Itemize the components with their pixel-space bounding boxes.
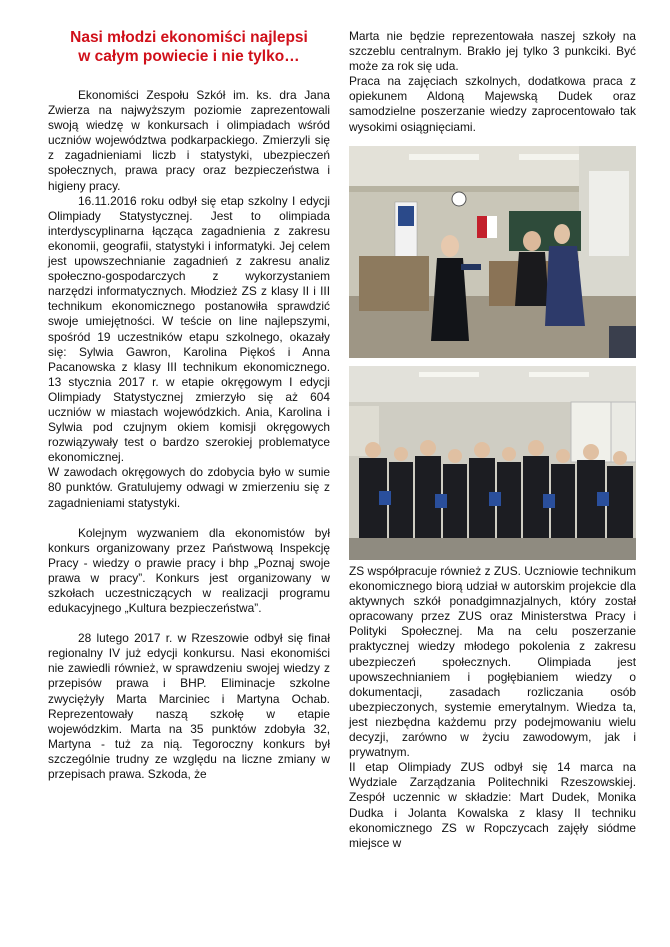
paragraph-zus-olympiad: II etap Olimpiady ZUS odbył się 14 marca na Wydziale Zarządzania Politechniki Rzeszowskiej. Zespół uczennic w składzie: Mart Dudek, Monika Dudka i Jolanta Kowalska z klasy II techniku ekonomicznego ZS w Ropczycach zajęły siódme miejsce w	[349, 760, 636, 850]
paragraph-regional-final: 28 lutego 2017 r. w Rzeszowie odbył się finał regionalny IV już edycji konkursu. Nasi ekonomiści nie zawiedli również, w sprawdzeniu swojej wiedzy z przepisów prawa i BHP. Eliminacje szkolne zwyciężyły Marta Marciniec i Martyna Ochab. Reprezentowały naszą szkołę w etapie wojewódzkim. Marta na 35 punktów zdobyła 32, Martyna - tuż za nią. Tegoroczny konkurs był szczególnie trudny ze względu na liczne zmiany w przepisach prawa. Szkoda, że	[48, 631, 330, 782]
paragraph-district-stage: W zawodach okręgowych do zdobycia było w sumie 80 punktów. Gratulujemy odwagi w zmierzeniu się z zagadnieniami statystyki.	[48, 465, 330, 510]
right-column-top	[349, 29, 636, 135]
photo-group	[349, 366, 636, 560]
article-title	[48, 28, 330, 66]
paragraph-achievements: Praca na zajęciach szkolnych, dodatkowa praca z opiekunem Aldoną Majewską Dudek oraz samodzielne poszerzanie wiedzy zaprocentowało tak wysokimi osiągnięciami.	[349, 74, 636, 134]
paragraph-marta: Marta nie będzie reprezentowała naszej szkoły na szczeblu centralnym. Brakło jej tylko 3 punkciki. Być może za rok się uda.	[349, 29, 636, 74]
left-column	[48, 88, 330, 782]
paragraph-zus: ZS współpracuje również z ZUS. Uczniowie technikum ekonomicznego biorą udział w autorskim projekcie dla aktywnych szkół ponadgimnazjalnych, który został opracowany przez ZUS oraz Ministerstwa Pracy i Polityki Społecznej. Ma na celu poszerzanie praktycznej wiedzy młodego pokolenia z zakresu ubezpieczeń społecznych. Olimpiada jest upowszechnianiem i pogłębianiem wiedzy o dokumentacji, zasadach rozliczania osób ubezpieczonych, systemie emerytalnym. Wiedza ta, jest niezbędna każdemu przy podejmowaniu wielu decyzji, zarówno w życiu zawodowym, jak i prywatnym.	[349, 564, 636, 760]
title-line-1: Nasi młodzi ekonomiści najlepsi	[70, 29, 308, 46]
title-line-2: w całym powiecie i nie tylko…	[78, 48, 300, 65]
paragraph-intro: Ekonomiści Zespołu Szkół im. ks. dra Jana Zwierza na najwyższym poziomie zaprezentowali swoją wiedzę w konkursach i olimpiadach wśród uczniów województwa podkarpackiego. Zmierzyli się z zagadnieniami liczb i statystyki, ubezpieczeń społecznych, prawa pracy oraz bezpieczeństwa i higieny pracy.	[48, 88, 330, 193]
paragraph-labour-inspection: Kolejnym wyzwaniem dla ekonomistów był konkurs organizowany przez Państwową Inspekcję Pracy - wiedzy o prawie pracy i bhp „Poznaj swoje prawa w pracy”. Konkurs jest organizowany w szkołach uczestniczących w realizacji programu edukacyjnego „Kultura bezpieczeństwa”.	[48, 525, 330, 616]
award-ceremony-image	[349, 146, 636, 358]
paragraph-statistics-olympiad: 16.11.2016 roku odbył się etap szkolny I edycji Olimpiady Statystycznej. Jest to olimpiada interdyscyplinarna łącząca zagadnienia z zakresu ekonomii, geografii, statystyki i informatyki. Jej celem jest upowszechnianie zagadnień z zakresu analiz społeczno-gospodarczych z wykorzystaniem narzędzi informatycznych. Młodzież ZS z klasy II i III technikum ekonomicznego postanowiła sprawdzić swoje umiejętności. W teście on line najlepszymi, spośród 19 uczestników etapu szkolnego, okazały się: Sylwia Gawron, Karolina Piękoś i Anna Pacanowska z klasy III technikum ekonomicznego. 13 stycznia 2017 r. w etapie okręgowym I edycji Olimpiady Statystycznej zmierzyło się aż 604 uczniów w miastach wojewódzkich. Ania, Karolina i Sylwia pod czujnym okiem komisji okręgowych rozwiązywały test o bardzo szerokiej problematyce ekonomicznej.	[48, 193, 330, 465]
right-column-bottom	[349, 564, 636, 851]
group-photo-image	[349, 366, 636, 560]
photo-award-ceremony	[349, 146, 636, 358]
